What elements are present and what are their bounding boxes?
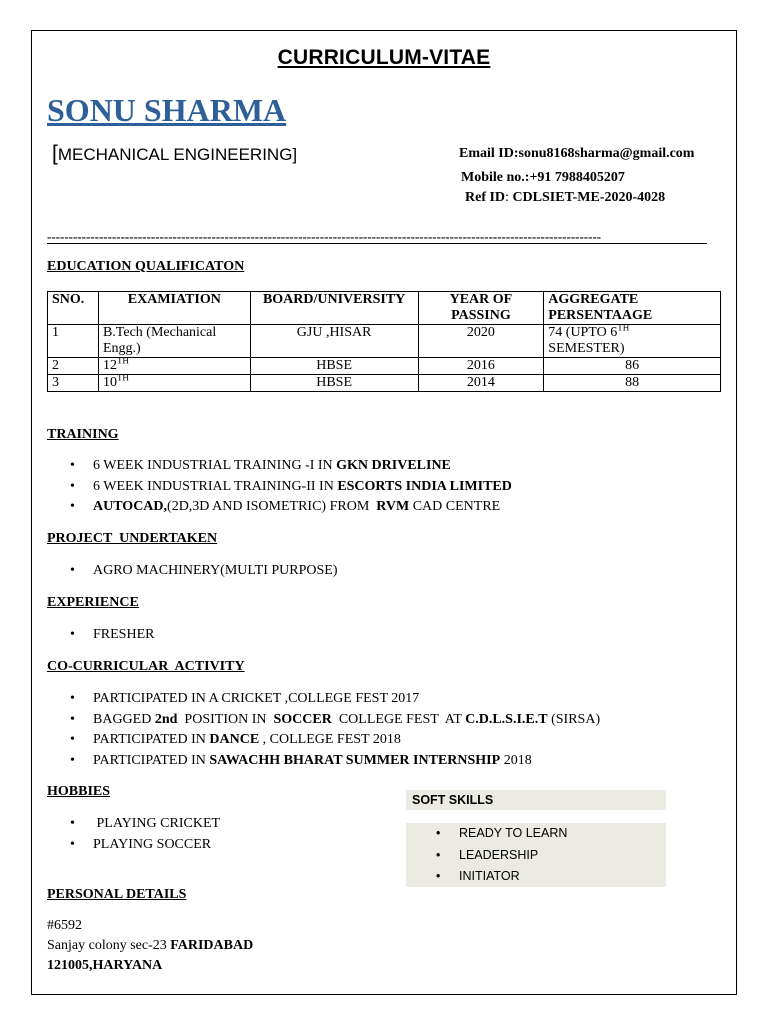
item-bold: C.D.L.S.I.E.T [465,711,548,727]
exam-superscript: TH [116,372,129,383]
list-item: • AGRO MACHINERY(MULTI PURPOSE) [47,561,338,582]
table-row [48,358,721,375]
email-line[interactable]: Email ID:sonu8168sharma@gmail.com [459,146,695,161]
cocurricular-heading: CO-CURRICULAR ACTIVITY [47,659,245,674]
item-bold: SAWACHH BHARAT SUMMER INTERNSHIP [209,752,501,768]
item-text: BAGGED [93,711,155,727]
list-item [47,751,600,772]
cell-year: 2016 [418,358,544,375]
cell-aggregate: 88 [544,375,721,392]
candidate-name: SONU SHARMA [47,92,287,128]
item-text: (SIRSA) [547,711,601,727]
column-header: SNO. [48,292,99,325]
item-bold: RVM [376,499,410,514]
cell-sno: 2 [48,358,99,375]
personal-details-heading: PERSONAL DETAILS [47,887,187,902]
project-heading: PROJECT UNDERTAKEN [47,531,218,546]
cell-exam: B.Tech (Mechanical Engg.) [98,325,250,358]
item-bold: DANCE [209,732,260,747]
list-item [47,730,600,751]
cocurricular-list [47,689,600,771]
list-item: • FRESHER [47,625,154,646]
item-text: POSITION IN [177,711,274,727]
item-text: CAD CENTRE [409,499,501,514]
item-text: (2D,3D AND ISOMETRIC) FROM [167,499,377,514]
list-item: • READY TO LEARN [432,823,567,845]
mobile-line: Mobile no.:+91 7988405207 [461,170,625,185]
cell-aggregate [544,322,721,358]
department-bracket: [ [52,142,58,165]
item-text: 2018 [500,752,532,768]
aggregate-rest: SEMESTER) [548,341,625,356]
training-heading: TRAINING [47,427,119,442]
education-heading: EDUCATION QUALIFICATON [47,259,245,274]
address-text: Sanjay colony sec-23 [47,938,171,953]
ref-id-label: Ref ID [465,190,506,205]
item-bold: AUTOCAD, [93,499,168,514]
table-row [48,375,721,392]
column-header: AGGREGATE PERSENTAAGE [544,292,721,325]
item-text: , COLLEGE FEST 2018 [259,732,401,747]
exam-superscript: TH [116,355,129,366]
cell-exam [98,372,250,392]
cell-sno: 1 [48,325,99,358]
experience-heading: EXPERIENCE [47,595,139,610]
list-item [47,497,512,518]
project-list [47,561,338,582]
list-item [47,689,600,710]
table-row [48,325,721,358]
item-bold: GKN DRIVELINE [336,458,451,473]
address-city: FARIDABAD [170,938,254,953]
address-line-3: 121005,HARYANA [47,958,163,973]
department [52,142,297,166]
column-header: YEAR OF PASSING [418,292,544,325]
ref-id-value-text: CDLSIET-ME-2020-4028 [508,190,666,205]
document-title: CURRICULUM-VITAE [277,46,491,69]
list-item: • LEADERSHIP [432,845,567,867]
item-bold: ESCORTS INDIA LIMITED [337,478,512,494]
item-text: 6 WEEK INDUSTRIAL TRAINING -I IN [93,458,337,473]
cell-board: HBSE [250,375,418,392]
address-line-1: #6592 [47,918,82,933]
soft-skills-heading: SOFT SKILLS [412,793,494,807]
list-item [47,456,512,477]
column-header: EXAMIATION [98,292,250,325]
soft-skills-list [432,823,567,888]
item-text: PARTICIPATED IN [93,752,210,768]
department-text: MECHANICAL ENGINEERING] [57,145,298,164]
separator-rule [47,243,707,244]
exam-value: 12 [102,358,117,373]
list-item [47,477,512,498]
cell-board: GJU ,HISAR [250,325,418,358]
aggregate-superscript: TH [617,322,630,333]
aggregate-value: 74 (UPTO 6 [548,325,618,340]
item-text: 6 WEEK INDUSTRIAL TRAINING-II IN [93,478,338,494]
item-bold: SOCCER [273,711,332,727]
column-header: BOARD/UNIVERSITY [250,292,418,325]
item-text: PARTICIPATED IN A CRICKET ,COLLEGE FEST 2017 [93,691,420,706]
table-header-row [48,292,721,325]
item-bold: 2nd [154,711,178,727]
cell-sno: 3 [48,375,99,392]
item-text: PARTICIPATED IN [93,732,210,747]
address-line-2 [47,938,253,954]
education-table [47,291,721,392]
list-item: • PLAYING CRICKET [47,814,220,835]
ref-id-line: Ref ID: CDLSIET-ME-2020-4028 [465,190,666,205]
training-list [47,456,512,518]
separator-dashes: -------------------------------------------------------------------------------------------------------------------------------- [47,229,602,244]
item-text: COLLEGE FEST AT [331,711,466,727]
cell-year: 2020 [418,325,544,358]
list-item: • INITIATOR [432,866,567,888]
cell-year: 2014 [418,375,544,392]
hobbies-heading: HOBBIES [47,784,111,799]
cell-board: HBSE [250,358,418,375]
experience-list [47,625,154,646]
cell-aggregate: 86 [544,358,721,375]
list-item [47,710,600,731]
list-item: • PLAYING SOCCER [47,835,220,856]
hobbies-list [47,814,220,855]
exam-value: 10 [102,375,117,390]
